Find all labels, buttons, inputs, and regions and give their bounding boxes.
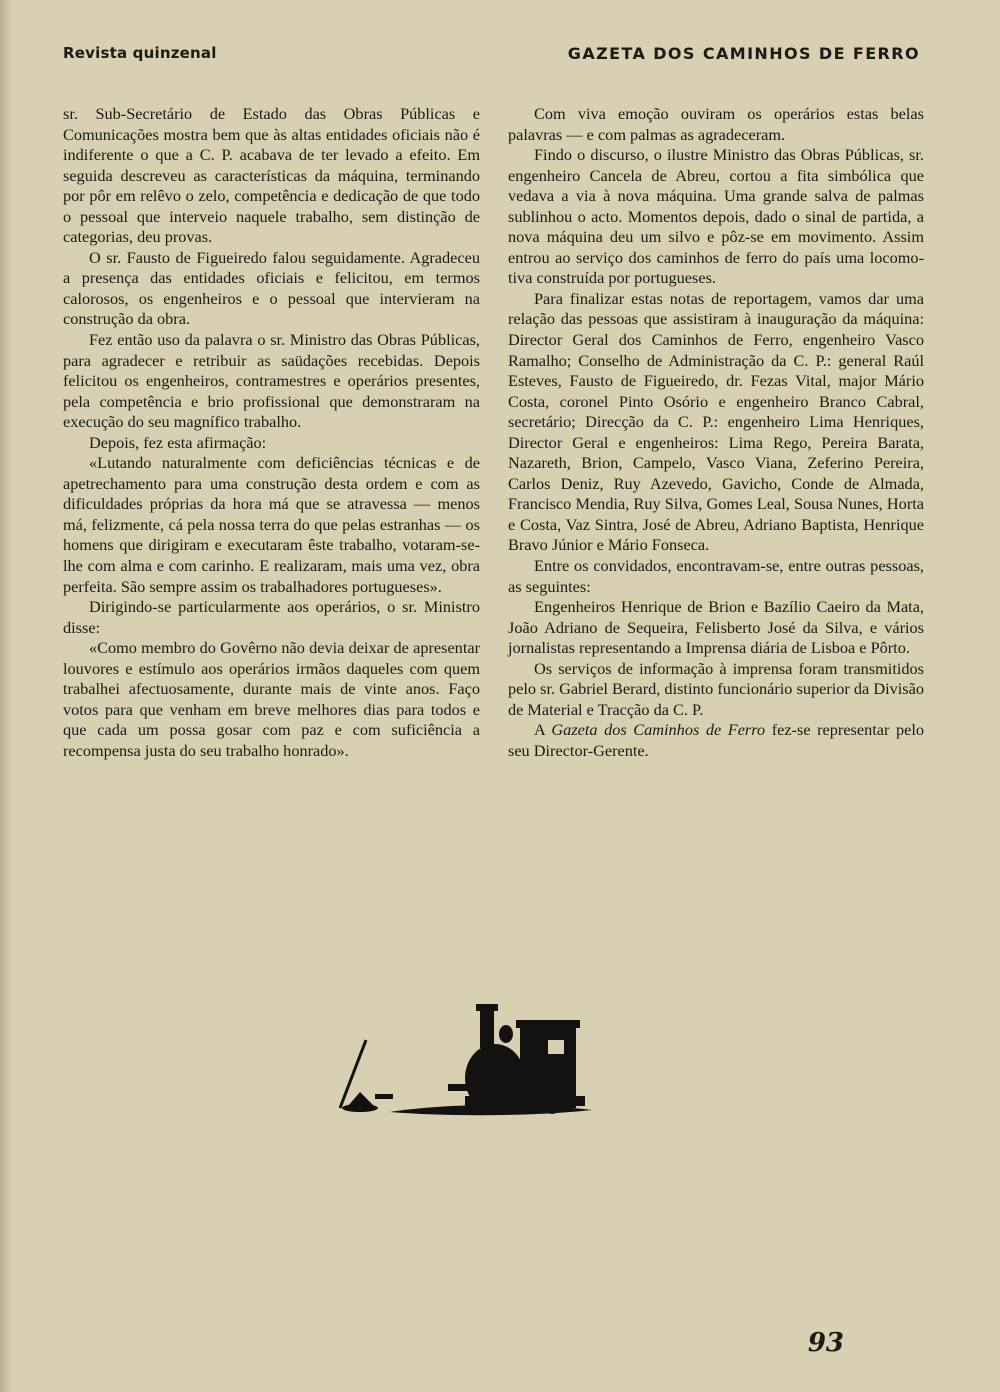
left-column	[63, 104, 480, 762]
paragraph: Findo o discurso, o ilustre Ministro das Obras Públicas, sr. engenheiro Cancela de Abreu, cortou a fita simbólica que vedava a via à nova máquina. Uma grande salva de palmas sublinhou o acto. Momentos depois, dado o sinal de partida, a nova máquina deu um silvo e pôz-se em movimento. Assim entrou ao serviço dos caminhos de ferro do país uma locomotiva construída por portugueses.	[508, 145, 924, 288]
page-edge	[0, 0, 12, 1392]
closing-suffix: fez-se representar pelo seu Director-Gerente.	[508, 720, 925, 760]
quote-paragraph: «Lutando naturalmente com deficiências técnicas e de apetrechamento para uma construção desta ordem e com as dificuldades próprias da hora má que se atravessa — menos má, felizmente, cá pela nossa terra do que pelas estranhas — os homens que dirigiram e executaram êste trabalho, votaram-se-lhe com alma e com carinho. E realizaram, mais uma vez, obra perfeita. São sempre assim os trabalhadores portugueses».	[63, 453, 480, 596]
paragraph: Com viva emoção ouviram os operários estas belas palavras — e com palmas as agradeceram.	[508, 104, 924, 144]
paragraph: sr. Sub-Secretário de Estado das Obras Públicas e Comunicações mostra bem que às altas entidades oficiais não é indiferente o que a C. P. acabava de ter levado a efeito. Em seguida descreveu as características da máquina, terminando por pôr em relêvo o zelo, competência e dedicação de que todo o pessoal que interveio naquele trabalho, sem distinção de categorias, deu provas.	[63, 104, 480, 247]
paragraph: Entre os convidados, encontravam-se, entre outras pessoas, as seguintes:	[508, 556, 924, 596]
right-column	[508, 104, 924, 762]
paragraph: Engenheiros Henrique de Brion e Bazílio Caeiro da Mata, João Adriano de Sequeira, Felisberto José da Silva, e vários jornalistas representando a Imprensa diária de Lisboa e Pôrto.	[508, 597, 924, 658]
closing-paragraph	[508, 720, 924, 761]
paragraph: Os serviços de informação à imprensa foram transmitidos pelo sr. Gabriel Berard, distinto funcionário superior da Divisão de Material e Tracção da C. P.	[508, 658, 924, 719]
paragraph: O sr. Fausto de Figueiredo falou seguidamente. Agradeceu a presença das entidades oficiais e felicitou, em termos calorosos, os engenheiros e o pessoal que intervieram na construção da obra.	[63, 247, 480, 329]
closing-prefix: A	[534, 720, 552, 740]
paragraph: Dirigindo-se particularmente aos operários, o sr. Ministro disse:	[63, 597, 480, 637]
header-right-title: GAZETA DOS CAMINHOS DE FERRO	[567, 44, 920, 63]
quote-paragraph: «Como membro do Govêrno não devia deixar de apresentar louvores e estímulo aos operários irmãos daqueles com quem trabalhei afectuosamente, durante mais de vinte anos. Faço votos para que venham em breve melhores dias para todos e que cada um possa gosar com paz e com suficiência a recompensa justa do seu trabalho honrado».	[63, 638, 480, 760]
page-number: 93	[807, 1328, 844, 1358]
header-left-label: Revista quinzenal	[63, 44, 217, 62]
paragraph: Fez então uso da palavra o sr. Ministro das Obras Públicas, para agradecer e retribuir as saüdações recebidas. Depois felicitou os engenheiros, contramestres e operários presentes, pela competência e brio profissional que demonstraram na execução do seu magnífico trabalho.	[63, 330, 480, 432]
paragraph: Para finalizar estas notas de reportagem, vamos dar uma relação das pessoas que assistiram à inauguração da máquina: Director Geral dos Caminhos de Ferro, engenheiro Vasco Ramalho; Conselho de Administração da C. P.: general Raúl Esteves, Fausto de Figueiredo, dr. Fezas Vital, major Mário Costa, coronel Pinto Osório e engenheiro Branco Cabral, secretário; Direcção da C. P.: engenheiro Lima Henriques, Director Geral e engenheiros: Lima Rego, Pereira Barata, Nazareth, Brion, Campelo, Vasco Viana, Zeferino Pereira, Carlos Deniz, Ruy Azevedo, Gavicho, Conde de Almada, Francisco Mendia, Ruy Silva, Gomes Leal, Sousa Nunes, Horta e Costa, Vaz Sintra, José de Abreu, Adriano Baptista, Henrique Bravo Júnior e Mário Fonseca.	[508, 288, 924, 555]
locomotive-silhouette-icon	[330, 1000, 600, 1120]
paragraph: Depois, fez esta afirmação:	[89, 432, 267, 452]
publication-name: Gazeta dos Caminhos de Ferro	[551, 720, 766, 740]
